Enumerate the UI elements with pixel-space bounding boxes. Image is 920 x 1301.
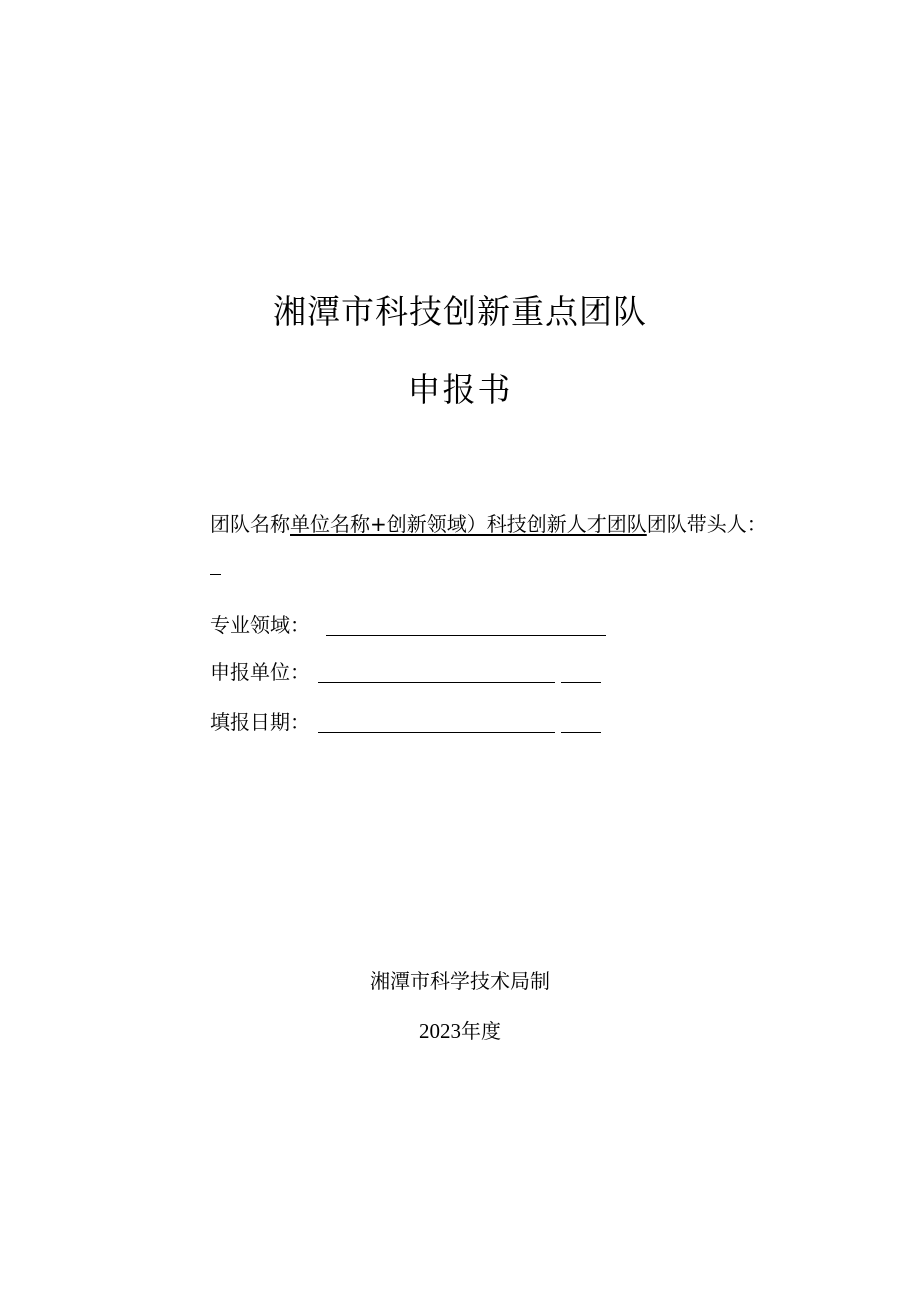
applicant-unit-blank[interactable] — [318, 660, 555, 683]
field-label: 专业领域： — [210, 613, 310, 637]
field-fill-date — [210, 707, 601, 737]
fill-date-blank-tail[interactable] — [561, 710, 601, 733]
issuing-organization: 湘潭市科学技术局制 — [370, 969, 550, 993]
team-leader-label: 团队带头人： — [646, 512, 767, 536]
document-year — [0, 1015, 920, 1047]
team-name-label: 团队名称 — [210, 512, 290, 536]
team-name-value: 单位名称+创新领域）科技创新人才团队 — [290, 512, 647, 536]
field-label: 填报日期： — [210, 710, 310, 734]
document-title: 湘潭市科技创新重点团队 — [273, 292, 647, 331]
document-subtitle: 申报书 — [407, 370, 513, 409]
field-label: 申报单位： — [210, 660, 310, 684]
team-leader-blank[interactable] — [210, 550, 221, 575]
applicant-unit-blank-tail[interactable] — [561, 660, 601, 683]
year-number: 2023 — [419, 1019, 461, 1043]
fill-date-blank[interactable] — [318, 710, 555, 733]
professional-area-blank[interactable] — [326, 613, 606, 636]
team-name-line — [210, 507, 767, 541]
field-applicant-unit — [210, 657, 601, 687]
year-suffix: 年度 — [461, 1019, 501, 1043]
field-professional-area — [210, 610, 606, 640]
